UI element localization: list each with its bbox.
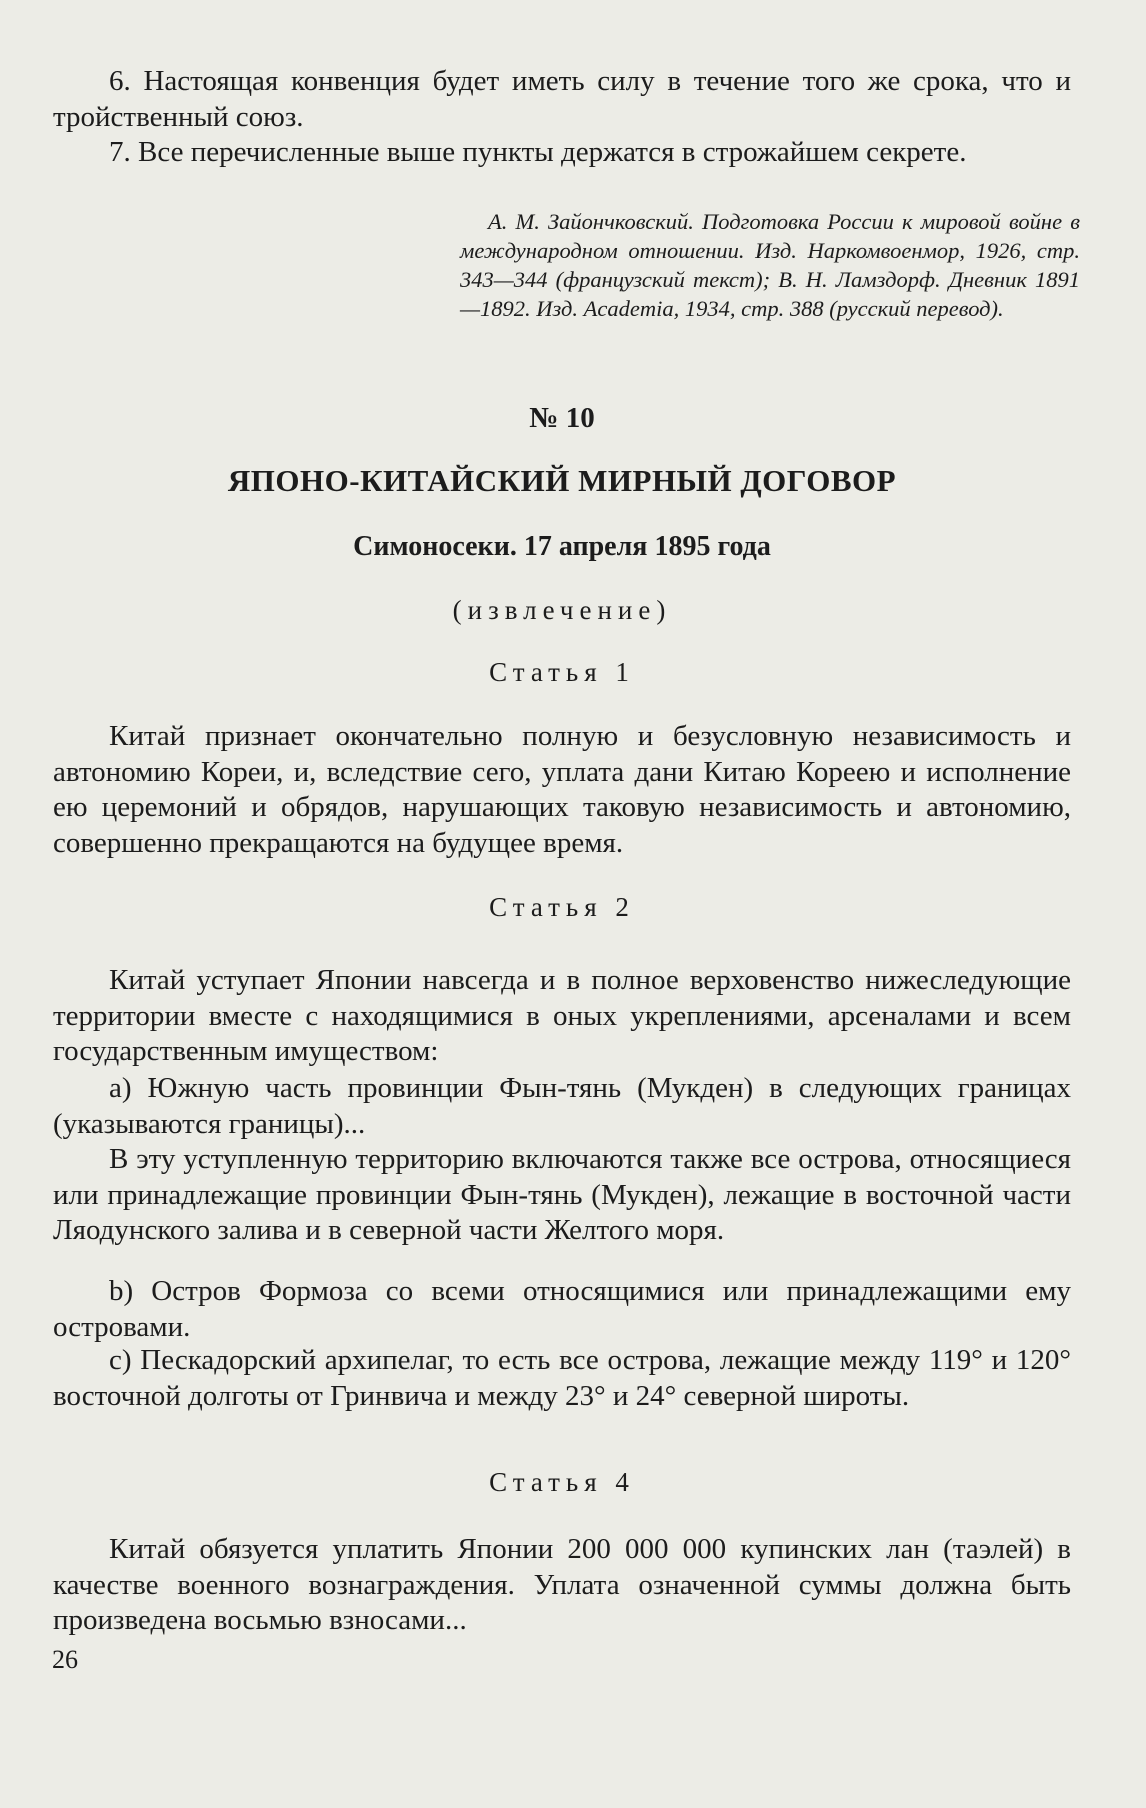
document-title: ЯПОНО-КИТАЙСКИЙ МИРНЫЙ ДОГОВОР: [227, 463, 897, 498]
article-2-intro: Китай уступает Японии навсегда и в полное верховенство нижеследующие территории вместе с находящимися в оных укреплениями, арсеналами и всем государственным имуществом:: [53, 964, 1071, 1067]
page-number: 26: [52, 1645, 78, 1674]
article-1-text: Китай признает окончательно полную и безусловную независимость и автономию Кореи, и, вследствие сего, уплата дани Китаю Кореею и исполнение ею церемоний и обрядов, нарушающих таковую независимость и автономию, совершенно прекращаются на будущее время.: [53, 720, 1071, 859]
excerpt-note: (извлечение): [452, 595, 672, 625]
article-2-item-b: b) Остров Формоза со всеми относящимися или принадлежащими ему островами.: [53, 1275, 1071, 1343]
point-6-text: 6. Настоящая конвенция будет иметь силу в течение того же срока, что и тройственный союз.: [53, 65, 1071, 133]
article-4-text: Китай обязуется уплатить Японии 200 000 000 купинских лан (таэлей) в качестве военного вознаграждения. Уплата означенной суммы должна быть произведена восьмью взносами...: [53, 1533, 1071, 1636]
article-2-item-a: а) Южную часть провинции Фын-тянь (Мукден) в следующих границах (указываются границы)...: [53, 1072, 1071, 1140]
article-2-item-c: c) Пескадорский архипелаг, то есть все острова, лежащие между 119° и 120° восточной долготы от Гринвича и между 23° и 24° северной широты.: [53, 1344, 1071, 1412]
document-number: № 10: [529, 402, 595, 434]
source-citation: А. М. Зайончковский. Подготовка России к мировой войне в международном отношении. Изд. Наркомвоенмор, 1926, стр. 343—344 (французский текст); В. Н. Ламздорф. Дневник 1891—1892. Изд. Academia, 1934, стр. 388 (русский перевод).: [460, 209, 1080, 321]
point-7-text: 7. Все перечисленные выше пункты держатся в строжайшем секрете.: [109, 136, 967, 168]
article-2-item-a-islands: В эту уступленную территорию включаются также все острова, относящиеся или принадлежащие провинции Фын-тянь (Мукден), лежащие в восточной части Ляодунского залива и в северной части Желтого моря.: [53, 1143, 1071, 1246]
document-place-date: Симоносеки. 17 апреля 1895 года: [353, 531, 771, 562]
article-2-heading: Статья 2: [489, 892, 635, 922]
article-1-heading: Статья 1: [489, 657, 635, 687]
article-4-heading: Статья 4: [489, 1467, 635, 1497]
